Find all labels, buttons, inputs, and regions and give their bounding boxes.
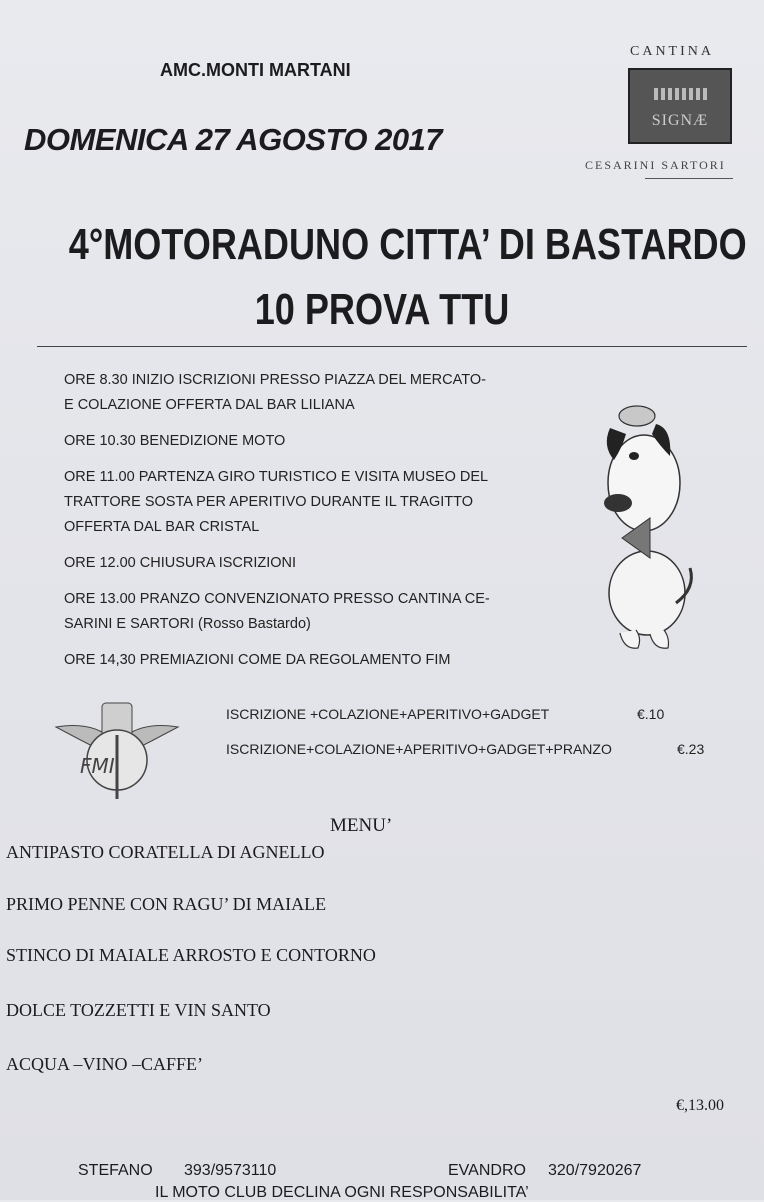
schedule-line: ORE 12.00 CHIUSURA ISCRIZIONI — [64, 555, 297, 571]
cantina-logo-divider — [645, 178, 733, 179]
schedule-item — [64, 465, 584, 540]
schedule-line: TRATTORE SOSTA PER APERITIVO DURANTE IL TRAGITTO — [64, 494, 474, 510]
schedule-line: ORE 8.30 INIZIO ISCRIZIONI PRESSO PIAZZA DEL MERCATO- — [64, 372, 486, 388]
price-amount: €.10 — [637, 706, 665, 722]
menu-item: DOLCE TOZZETTI E VIN SANTO — [6, 1000, 271, 1020]
schedule-line: E COLAZIONE OFFERTA DAL BAR LILIANA — [64, 397, 355, 413]
schedule-item — [64, 587, 584, 637]
schedule-item — [64, 648, 584, 673]
contact-name: EVANDRO — [448, 1162, 526, 1179]
menu-heading: MENU’ — [330, 815, 393, 836]
cantina-logo-crown-icon — [654, 88, 710, 100]
schedule-line: OFFERTA DAL BAR CRISTAL — [64, 519, 260, 535]
menu-item: ANTIPASTO CORATELLA DI AGNELLO — [6, 842, 325, 862]
schedule-line: ORE 14,30 PREMIAZIONI COME DA REGOLAMENTO FIM — [64, 652, 451, 668]
cantina-logo — [585, 40, 764, 190]
header-divider — [37, 346, 747, 347]
cantina-logo-box — [628, 68, 732, 144]
menu-item: STINCO DI MAIALE ARROSTO E CONTORNO — [6, 945, 376, 965]
contact-name: STEFANO — [78, 1162, 153, 1179]
event-date: DOMENICA 27 AGOSTO 2017 — [24, 122, 443, 157]
disclaimer: IL MOTO CLUB DECLINA OGNI RESPONSABILITA’ — [155, 1184, 529, 1201]
schedule-item — [64, 429, 584, 454]
event-subtitle: 10 PROVA TTU — [254, 285, 510, 334]
schedule-item — [64, 368, 584, 418]
cartoon-dog-illustration — [592, 398, 702, 653]
menu-price: €,13.00 — [676, 1097, 724, 1114]
fim-logo — [52, 695, 182, 803]
schedule-line: ORE 10.30 BENEDIZIONE MOTO — [64, 433, 286, 449]
menu-item: ACQUA –VINO –CAFFE’ — [6, 1054, 204, 1074]
price-label: ISCRIZIONE +COLAZIONE+APERITIVO+GADGET — [226, 706, 550, 722]
schedule-line: ORE 11.00 PARTENZA GIRO TURISTICO E VISITA MUSEO DEL — [64, 469, 489, 485]
price-label: ISCRIZIONE+COLAZIONE+APERITIVO+GADGET+PRANZO — [226, 741, 612, 757]
schedule-item — [64, 551, 584, 576]
schedule-list — [64, 368, 584, 684]
schedule-line: SARINI E SARTORI (Rosso Bastardo) — [64, 616, 311, 632]
contact-phone: 393/9573110 — [184, 1162, 277, 1179]
cantina-logo-box-text: SIGNÆ — [651, 112, 709, 129]
contact-phone: 320/7920267 — [548, 1162, 642, 1179]
cantina-logo-top-text: CANTINA — [630, 44, 714, 59]
event-title: 4°MOTORADUNO CITTA’ DI BASTARDO — [68, 220, 747, 269]
cantina-logo-bottom-text: CESARINI SARTORI — [585, 158, 726, 172]
fim-logo-letters: FMI — [80, 754, 115, 778]
menu-item: PRIMO PENNE CON RAGU’ DI MAIALE — [6, 894, 327, 914]
schedule-line: ORE 13.00 PRANZO CONVENZIONATO PRESSO CANTINA CE- — [64, 591, 490, 607]
club-name: AMC.MONTI MARTANI — [160, 60, 351, 80]
price-amount: €.23 — [677, 741, 705, 757]
